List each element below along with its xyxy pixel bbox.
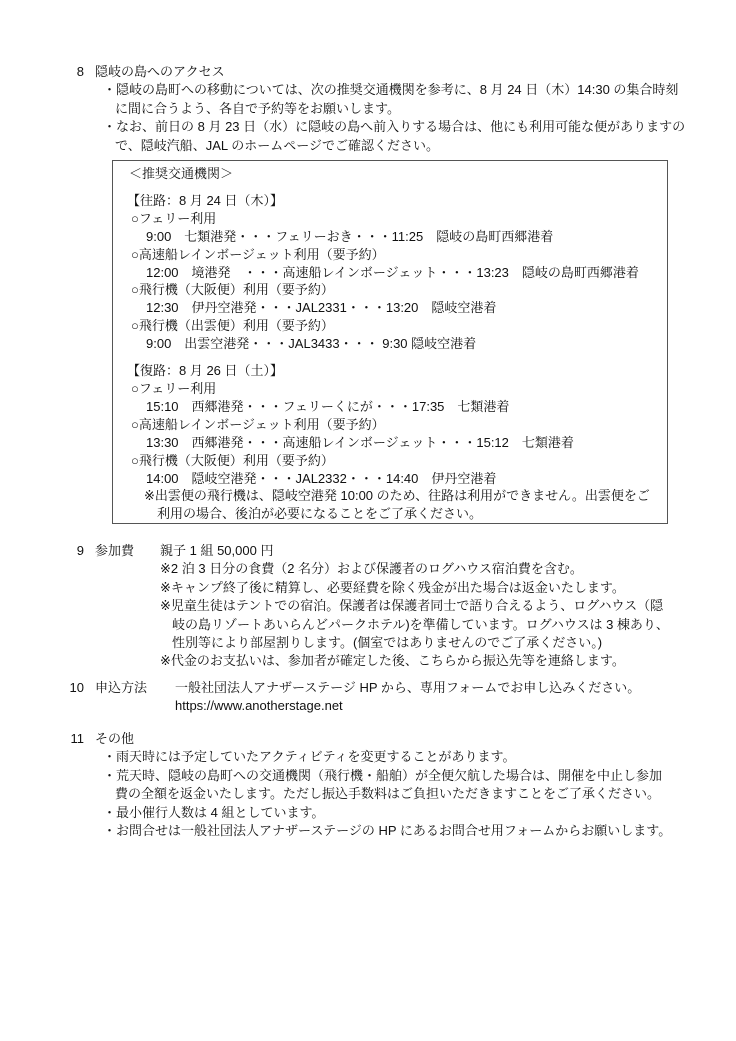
transport-option: ○飛行機（出雲便）利用（要予約）: [131, 318, 334, 334]
transport-detail: 12:30 伊丹空港発・・・JAL2331・・・13:20 隠岐空港着: [146, 300, 497, 316]
transport-option: ○フェリー利用: [131, 380, 217, 396]
section-apply: [0, 679, 736, 716]
transport-detail: 9:00 七類港発・・・フェリーおき・・・11:25 隠岐の島町西郷港着: [146, 228, 554, 244]
spacer: [127, 353, 667, 362]
transport-note-line: ※出雲便の飛行機は、隠岐空港発 10:00 のため、往路は利用ができません。出雲便をご: [144, 488, 650, 504]
fee-note-continuation: 岐の島リゾートあいらんどパークホテル)を準備しています。ログハウスは 3 棟あり、: [172, 616, 669, 632]
fee-amount: 親子 1 組 50,000 円: [160, 543, 274, 558]
transport-schedule-box: [112, 160, 668, 524]
section-number: 10: [69, 680, 84, 695]
section-other: [0, 730, 736, 840]
transport-detail: 13:30 西郷港発・・・高速船レインボージェット・・・15:12 七類港着: [146, 434, 574, 450]
section-fee: [0, 542, 736, 671]
section-title: 参加費: [95, 543, 135, 558]
other-bullet-line: ・お問合せは一般社団法人アナザーステージの HP にあるお問合せ用フォームからお願いします。: [103, 823, 672, 839]
section-number: 9: [76, 543, 84, 558]
transport-note-continuation: 利用の場合、後泊が必要になることをご了承ください。: [157, 506, 483, 522]
fee-note-line: ※代金のお支払いは、参加者が確定した後、こちらから振込先等を連絡します。: [160, 653, 625, 669]
apply-instruction: 一般社団法人アナザーステージ HP から、専用フォームでお申し込みください。: [175, 680, 641, 695]
fee-note-line: ※2 泊 3 日分の食費（2 名分）および保護者のログハウス宿泊費を含む。: [160, 561, 583, 577]
section-other-heading: [0, 730, 736, 748]
section-title: 申込方法: [95, 680, 148, 695]
access-continuation-line: に間に合うよう、各自で予約等をお願いします。: [115, 100, 400, 116]
apply-url: https://www.anotherstage.net: [175, 698, 343, 714]
fee-note-continuation: 性別等により部屋割りします。(個室ではありませんのでご了承ください。): [172, 635, 603, 651]
section-title: 隠岐の島へのアクセス: [95, 64, 225, 79]
section-number: 11: [70, 731, 84, 746]
transport-detail: 15:10 西郷港発・・・フェリーくにが・・・17:35 七類港着: [146, 398, 510, 414]
return-heading: 【復路：8 月 26 日（土）】: [127, 363, 284, 379]
section-access: [0, 63, 736, 155]
other-bullet-line: ・最小催行人数は 4 組としています。: [103, 804, 325, 820]
section-fee-heading: [0, 542, 736, 560]
access-bullet-line: ・隠岐の島町への移動については、次の推奨交通機関を参考に、8 月 24 日（木）14:30 の集合時刻: [103, 82, 679, 98]
section-number: 8: [76, 64, 84, 79]
outbound-heading: 【往路：8 月 24 日（木）】: [127, 192, 284, 208]
spacer: [127, 183, 667, 192]
transport-option: ○飛行機（大阪便）利用（要予約）: [131, 452, 334, 468]
transport-option: ○飛行機（大阪便）利用（要予約）: [131, 282, 334, 298]
other-continuation-line: 費の全額を返金いたします。ただし振込手数料はご負担いただきますことをご了承ください。: [115, 786, 660, 802]
fee-note-line: ※児童生徒はテントでの宿泊。保護者は保護者同士で語り合えるよう、ログハウス（隠: [160, 598, 664, 614]
fee-note-line: ※キャンプ終了後に精算し、必要経費を除く残金が出た場合は返金いたします。: [160, 579, 625, 595]
transport-option: ○高速船レインボージェット利用（要予約）: [131, 246, 385, 262]
access-continuation-line: で、隠岐汽船、JAL のホームページでご確認ください。: [115, 137, 440, 153]
section-title: その他: [95, 731, 135, 746]
transport-option: ○高速船レインボージェット利用（要予約）: [131, 416, 385, 432]
other-bullet-line: ・荒天時、隠岐の島町への交通機関（飛行機・船舶）が全便欠航した場合は、開催を中止し参加: [103, 767, 663, 783]
access-bullet-line: ・なお、前日の 8 月 23 日（水）に隠岐の島へ前入りする場合は、他にも利用可能な便がありますの: [103, 119, 686, 135]
transport-detail: 14:00 隠岐空港発・・・JAL2332・・・14:40 伊丹空港着: [146, 470, 497, 486]
transport-detail: 12:00 境港発 ・・・高速船レインボージェット・・・13:23 隠岐の島町西郷港着: [146, 264, 639, 280]
section-apply-heading: [0, 679, 736, 697]
section-access-heading: [0, 63, 736, 81]
other-bullet-line: ・雨天時には予定していたアクティビティを変更することがあります。: [103, 749, 516, 765]
transport-box-title: ＜推奨交通機関＞: [129, 166, 234, 181]
transport-option: ○フェリー利用: [131, 210, 217, 226]
transport-detail: 9:00 出雲空港発・・・JAL3433・・・ 9:30 隠岐空港着: [146, 336, 477, 352]
